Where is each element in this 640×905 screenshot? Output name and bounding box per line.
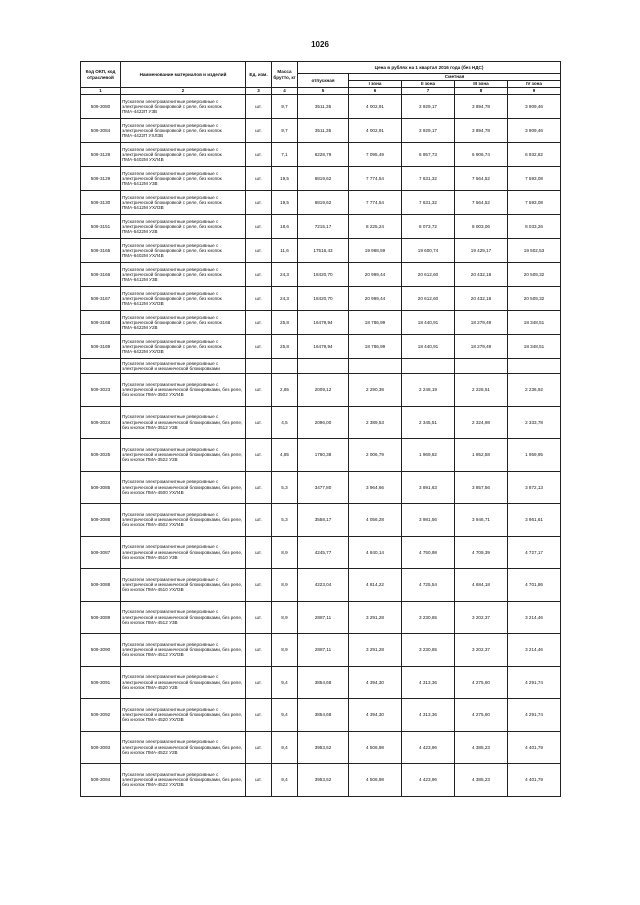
cell-zone-2-price: 3 230,65: [402, 601, 455, 634]
cell-zone-1-price: 4 056,28: [349, 504, 402, 537]
header-release: отпускная: [298, 74, 349, 88]
cell-name: Пускатели электромагнитные реверсивные с электрической и механической блокировками, без реле, без кнопок ПМА-4500 УХЛ4В: [121, 471, 246, 504]
cell-zone-4-price: 4 727,17: [508, 536, 561, 569]
cell-release-price: [298, 359, 349, 374]
cell-code: 509-3084: [81, 119, 121, 143]
cell-name: Пускатели электромагнитные реверсивные с электрической блокировкой с реле, без кнопок ПМА-6402М УХЛ4В: [121, 239, 246, 263]
cell-mass: 11,6: [272, 239, 298, 263]
cell-unit: шт.: [246, 95, 272, 119]
cell-release-price: 3854,68: [298, 699, 349, 732]
table-row: [81, 95, 561, 119]
cell-release-price: 17516,43: [298, 239, 349, 263]
cell-zone-1-price: 4 394,30: [349, 699, 402, 732]
header-price-group: Цена в рублях на 1 квартал 2016 года (без НДС): [298, 62, 561, 74]
cell-release-price: 6819,62: [298, 167, 349, 191]
header-name: Наименование материалов и изделий: [121, 62, 246, 88]
cell-mass: 4,85: [272, 439, 298, 472]
cell-unit: шт.: [246, 143, 272, 167]
header-mass: Масса брутто, кг: [272, 62, 298, 88]
cell-zone-4-price: 20 509,32: [508, 263, 561, 287]
cell-zone-2-price: 4 423,96: [402, 764, 455, 797]
cell-zone-1-price: 7 095,49: [349, 143, 402, 167]
cell-code: 509-3024: [81, 406, 121, 439]
cell-zone-3-price: 2 324,98: [455, 406, 508, 439]
table-row: [81, 699, 561, 732]
table-row: [81, 536, 561, 569]
cell-unit: шт.: [246, 439, 272, 472]
cell-zone-1-price: 19 968,59: [349, 239, 402, 263]
cell-unit: шт.: [246, 374, 272, 407]
cell-zone-3-price: 3 894,78: [455, 95, 508, 119]
cell-zone-1-price: 4 394,30: [349, 666, 402, 699]
header-zone-1: I зона: [349, 81, 402, 88]
cell-zone-4-price: 4 291,74: [508, 666, 561, 699]
cell-zone-2-price: 2 248,19: [402, 374, 455, 407]
cell-unit: [246, 359, 272, 374]
cell-unit: шт.: [246, 215, 272, 239]
cell-unit: шт.: [246, 263, 272, 287]
page-number: 1026: [311, 40, 329, 49]
header-unit: Ед. изм.: [246, 62, 272, 88]
cell-zone-1-price: 4 506,98: [349, 731, 402, 764]
cell-zone-2-price: 2 345,51: [402, 406, 455, 439]
cell-release-price: 2887,11: [298, 634, 349, 667]
cell-code: 509-3168: [81, 311, 121, 335]
cell-mass: 19,5: [272, 191, 298, 215]
cell-zone-2-price: 20 612,60: [402, 287, 455, 311]
cell-zone-4-price: 4 401,79: [508, 731, 561, 764]
cell-zone-1-price: 18 786,99: [349, 335, 402, 359]
table-row: [81, 634, 561, 667]
cell-code: 509-3086: [81, 504, 121, 537]
cell-zone-4-price: [508, 359, 561, 374]
cell-name: Пускатели электромагнитные реверсивные с электрической и механической блокировками, без реле, без кнопок ПМА-3512 У3В: [121, 406, 246, 439]
cell-release-price: 7215,17: [298, 215, 349, 239]
cell-zone-1-price: 7 774,54: [349, 167, 402, 191]
cell-zone-1-price: 4 814,22: [349, 569, 402, 602]
table-row: [81, 504, 561, 537]
cell-zone-2-price: 3 929,17: [402, 119, 455, 143]
cell-code: 509-3025: [81, 439, 121, 472]
cell-mass: 24,3: [272, 263, 298, 287]
cell-mass: 8,9: [272, 601, 298, 634]
cell-unit: шт.: [246, 536, 272, 569]
cell-zone-3-price: 1 952,58: [455, 439, 508, 472]
cell-zone-3-price: 18 279,49: [455, 311, 508, 335]
cell-name: Пускатели электромагнитные реверсивные с электрической и механической блокировками, без реле, без кнопок ПМА-4510 У3В: [121, 536, 246, 569]
cell-zone-3-price: 2 228,51: [455, 374, 508, 407]
cell-release-price: 18420,70: [298, 287, 349, 311]
cell-zone-2-price: 7 631,32: [402, 191, 455, 215]
cell-zone-3-price: 4 684,18: [455, 569, 508, 602]
cell-zone-3-price: 7 564,52: [455, 191, 508, 215]
table-row: [81, 167, 561, 191]
cell-zone-3-price: 6 906,74: [455, 143, 508, 167]
cell-zone-4-price: 18 348,51: [508, 335, 561, 359]
cell-zone-1-price: 2 290,38: [349, 374, 402, 407]
table-row: [81, 764, 561, 797]
cell-zone-2-price: 6 957,73: [402, 143, 455, 167]
cell-zone-2-price: 4 313,36: [402, 699, 455, 732]
cell-zone-4-price: 20 509,32: [508, 287, 561, 311]
cell-code: 509-3023: [81, 374, 121, 407]
cell-zone-2-price: 7 631,32: [402, 167, 455, 191]
cell-release-price: 3511,35: [298, 95, 349, 119]
cell-mass: 9,4: [272, 764, 298, 797]
cell-zone-3-price: 3 857,56: [455, 471, 508, 504]
cell-zone-2-price: 4 313,36: [402, 666, 455, 699]
cell-unit: шт.: [246, 287, 272, 311]
table-row: [81, 311, 561, 335]
cell-release-price: 3854,68: [298, 666, 349, 699]
cell-mass: 5,3: [272, 471, 298, 504]
cell-name: Пускатели электромагнитные реверсивные с электрической блокировкой с реле, без кнопок ПМА-4422П УХЛ3В: [121, 119, 246, 143]
cell-zone-3-price: 4 709,39: [455, 536, 508, 569]
column-number: 7: [402, 88, 455, 95]
cell-release-price: 18420,70: [298, 263, 349, 287]
cell-zone-2-price: 4 423,96: [402, 731, 455, 764]
cell-code: 509-3093: [81, 731, 121, 764]
cell-name: Пускатели электромагнитные реверсивные с электрической блокировкой с реле, без кнопок ПМА-5412М У3В: [121, 167, 246, 191]
table-row: [81, 191, 561, 215]
cell-zone-3-price: 4 275,60: [455, 666, 508, 699]
cell-code: 509-3088: [81, 569, 121, 602]
cell-zone-1-price: [349, 359, 402, 374]
cell-unit: шт.: [246, 335, 272, 359]
cell-zone-2-price: 4 725,54: [402, 569, 455, 602]
table-row: [81, 439, 561, 472]
cell-release-price: 3953,52: [298, 764, 349, 797]
cell-zone-2-price: 4 750,98: [402, 536, 455, 569]
cell-zone-4-price: 6 932,82: [508, 143, 561, 167]
cell-name: Пускатели электромагнитные реверсивные с электрической и механической блокировками, без реле, без кнопок ПМА-4522 У2В: [121, 731, 246, 764]
cell-mass: 9,4: [272, 666, 298, 699]
cell-zone-3-price: 4 275,60: [455, 699, 508, 732]
cell-unit: шт.: [246, 731, 272, 764]
cell-code: 509-3129: [81, 167, 121, 191]
cell-code: 509-3169: [81, 335, 121, 359]
cell-release-price: 3558,17: [298, 504, 349, 537]
header-zone-2: II зона: [402, 81, 455, 88]
cell-unit: шт.: [246, 311, 272, 335]
cell-zone-1-price: 3 291,28: [349, 601, 402, 634]
cell-code: 509-3092: [81, 699, 121, 732]
cell-zone-4-price: 4 701,86: [508, 569, 561, 602]
cell-code: 509-3167: [81, 287, 121, 311]
cell-code: 509-3080: [81, 95, 121, 119]
cell-mass: 5,3: [272, 504, 298, 537]
cell-mass: 9,4: [272, 699, 298, 732]
cell-release-price: 16479,94: [298, 335, 349, 359]
table-row: [81, 601, 561, 634]
cell-zone-2-price: 3 981,56: [402, 504, 455, 537]
cell-zone-3-price: 19 429,17: [455, 239, 508, 263]
section-row: [81, 359, 561, 374]
cell-zone-3-price: 4 385,23: [455, 731, 508, 764]
cell-zone-3-price: [455, 359, 508, 374]
cell-mass: 18,6: [272, 215, 298, 239]
cell-zone-1-price: 3 291,28: [349, 634, 402, 667]
cell-zone-1-price: 20 999,44: [349, 287, 402, 311]
cell-zone-3-price: 20 432,18: [455, 263, 508, 287]
cell-unit: шт.: [246, 666, 272, 699]
cell-mass: [272, 359, 298, 374]
cell-zone-4-price: 18 348,51: [508, 311, 561, 335]
table-row: [81, 471, 561, 504]
cell-name: Пускатели электромагнитные реверсивные с электрической блокировкой с реле, без кнопок ПМА-6422М У2В: [121, 311, 246, 335]
cell-name: Пускатели электромагнитные реверсивные с электрической и механической блокировками: [121, 359, 246, 374]
cell-unit: шт.: [246, 239, 272, 263]
cell-unit: шт.: [246, 601, 272, 634]
cell-release-price: 4223,04: [298, 569, 349, 602]
cell-name: Пускатели электромагнитные реверсивные с электрической блокировкой с реле, без кнопок ПМА-6422М УХЛ3В: [121, 335, 246, 359]
cell-name: Пускатели электромагнитные реверсивные с электрической блокировкой с реле, без кнопок ПМА-5402М УХЛ4В: [121, 143, 246, 167]
cell-zone-4-price: 4 291,74: [508, 699, 561, 732]
cell-zone-4-price: 2 333,78: [508, 406, 561, 439]
table-row: [81, 239, 561, 263]
cell-name: Пускатели электромагнитные реверсивные с электрической и механической блокировками, без реле, без кнопок ПМА-4510 УХЛ3В: [121, 569, 246, 602]
cell-code: 509-3089: [81, 601, 121, 634]
cell-zone-3-price: 3 202,37: [455, 634, 508, 667]
cell-release-price: 3953,52: [298, 731, 349, 764]
cell-zone-4-price: 3 909,46: [508, 95, 561, 119]
cell-name: Пускатели электромагнитные реверсивные с электрической и механической блокировками, без реле, без кнопок ПМА-4512 У3В: [121, 601, 246, 634]
header-estimate: Сметная: [349, 74, 561, 81]
cell-code: 509-3151: [81, 215, 121, 239]
cell-zone-4-price: 8 033,26: [508, 215, 561, 239]
cell-zone-4-price: 3 961,61: [508, 504, 561, 537]
table-row: [81, 666, 561, 699]
column-number: 1: [81, 88, 121, 95]
cell-zone-3-price: 3 946,71: [455, 504, 508, 537]
cell-zone-1-price: 8 225,24: [349, 215, 402, 239]
cell-mass: 9,4: [272, 731, 298, 764]
cell-mass: 7,1: [272, 143, 298, 167]
cell-zone-1-price: 20 999,44: [349, 263, 402, 287]
cell-name: Пускатели электромагнитные реверсивные с электрической и механической блокировками, без реле, без кнопок ПМА-4520 У2В: [121, 666, 246, 699]
table-row: [81, 287, 561, 311]
cell-zone-2-price: [402, 359, 455, 374]
cell-mass: 25,8: [272, 311, 298, 335]
cell-zone-3-price: 20 432,18: [455, 287, 508, 311]
cell-zone-3-price: 3 894,78: [455, 119, 508, 143]
cell-release-price: 2009,12: [298, 374, 349, 407]
column-number: 2: [121, 88, 246, 95]
cell-zone-2-price: 18 440,91: [402, 335, 455, 359]
cell-zone-1-price: 7 774,54: [349, 191, 402, 215]
cell-zone-4-price: 3 214,46: [508, 601, 561, 634]
cell-name: Пускатели электромагнитные реверсивные с электрической блокировкой с реле, без кнопок ПМА-6412М У3В: [121, 263, 246, 287]
cell-zone-3-price: 7 564,52: [455, 167, 508, 191]
cell-zone-1-price: 2 389,53: [349, 406, 402, 439]
cell-zone-1-price: 4 002,91: [349, 119, 402, 143]
cell-unit: шт.: [246, 699, 272, 732]
column-number: 5: [298, 88, 349, 95]
cell-zone-1-price: 4 002,91: [349, 95, 402, 119]
header-zone-4: IV зона: [508, 81, 561, 88]
cell-name: Пускатели электромагнитные реверсивные с электрической и механической блокировками, без реле, без кнопок ПМА-3502 УХЛ4В: [121, 374, 246, 407]
cell-zone-1-price: 4 506,98: [349, 764, 402, 797]
cell-zone-4-price: 3 909,46: [508, 119, 561, 143]
cell-release-price: 16479,94: [298, 311, 349, 335]
cell-release-price: 2096,00: [298, 406, 349, 439]
cell-zone-1-price: 4 840,14: [349, 536, 402, 569]
table-row: [81, 119, 561, 143]
table-row: [81, 263, 561, 287]
cell-code: 509-3085: [81, 471, 121, 504]
column-number: 6: [349, 88, 402, 95]
cell-zone-4-price: 19 502,53: [508, 239, 561, 263]
cell-mass: 9,7: [272, 95, 298, 119]
cell-name: Пускатели электромагнитные реверсивные с электрической и механической блокировками, без реле, без кнопок ПМА-4522 УХЛ3В: [121, 764, 246, 797]
table-row: [81, 335, 561, 359]
column-number: 3: [246, 88, 272, 95]
cell-release-price: 4245,77: [298, 536, 349, 569]
price-table-body: [81, 95, 561, 797]
cell-zone-2-price: 3 891,63: [402, 471, 455, 504]
cell-name: Пускатели электромагнитные реверсивные с электрической и механической блокировками, без реле, без кнопок ПМА-4512 УХЛ3В: [121, 634, 246, 667]
cell-zone-4-price: 2 236,92: [508, 374, 561, 407]
table-row: [81, 731, 561, 764]
cell-zone-2-price: 8 073,72: [402, 215, 455, 239]
cell-release-price: 6819,62: [298, 191, 349, 215]
column-number: 9: [508, 88, 561, 95]
cell-zone-4-price: 7 593,08: [508, 191, 561, 215]
cell-code: 509-3091: [81, 666, 121, 699]
cell-unit: шт.: [246, 504, 272, 537]
table-row: [81, 406, 561, 439]
cell-mass: 8,9: [272, 569, 298, 602]
cell-code: 509-3128: [81, 143, 121, 167]
column-number: 8: [455, 88, 508, 95]
cell-name: Пускатели электромагнитные реверсивные с электрической блокировкой с реле, без кнопок ПМА-6412М УХЛ3В: [121, 287, 246, 311]
cell-unit: шт.: [246, 634, 272, 667]
cell-zone-3-price: 4 385,23: [455, 764, 508, 797]
cell-code: 509-3090: [81, 634, 121, 667]
cell-name: Пускатели электромагнитные реверсивные с электрической блокировкой с реле, без кнопок ПМА-5412М УХЛ3В: [121, 191, 246, 215]
cell-zone-2-price: 1 969,82: [402, 439, 455, 472]
cell-unit: шт.: [246, 406, 272, 439]
cell-unit: шт.: [246, 471, 272, 504]
cell-name: Пускатели электромагнитные реверсивные с электрической блокировкой с реле, без кнопок ПМА-4422П У3В: [121, 95, 246, 119]
cell-zone-2-price: 3 230,65: [402, 634, 455, 667]
cell-code: [81, 359, 121, 374]
cell-mass: 2,65: [272, 374, 298, 407]
table-row: [81, 374, 561, 407]
cell-code: 509-3165: [81, 239, 121, 263]
cell-unit: шт.: [246, 119, 272, 143]
cell-release-price: 6228,79: [298, 143, 349, 167]
header-zone-3: III зона: [455, 81, 508, 88]
column-number: 4: [272, 88, 298, 95]
cell-mass: 24,3: [272, 287, 298, 311]
cell-code: 509-3094: [81, 764, 121, 797]
cell-mass: 4,5: [272, 406, 298, 439]
cell-zone-4-price: 3 872,13: [508, 471, 561, 504]
cell-zone-3-price: 3 202,37: [455, 601, 508, 634]
cell-zone-4-price: 1 959,95: [508, 439, 561, 472]
cell-unit: шт.: [246, 167, 272, 191]
cell-zone-2-price: 20 612,60: [402, 263, 455, 287]
cell-zone-1-price: 3 964,66: [349, 471, 402, 504]
cell-name: Пускатели электромагнитные реверсивные с электрической и механической блокировками, без реле, без кнопок ПМА-4520 УХЛ3В: [121, 699, 246, 732]
table-row: [81, 143, 561, 167]
cell-zone-4-price: 3 214,46: [508, 634, 561, 667]
cell-zone-4-price: 7 593,08: [508, 167, 561, 191]
cell-code: 509-3166: [81, 263, 121, 287]
cell-unit: шт.: [246, 191, 272, 215]
cell-mass: 25,8: [272, 335, 298, 359]
cell-name: Пускатели электромагнитные реверсивные с электрической и механической блокировками, без реле, без кнопок ПМА-4502 УХЛ4В: [121, 504, 246, 537]
cell-code: 509-3130: [81, 191, 121, 215]
cell-release-price: 3477,80: [298, 471, 349, 504]
cell-unit: шт.: [246, 569, 272, 602]
cell-unit: шт.: [246, 764, 272, 797]
cell-mass: 9,7: [272, 119, 298, 143]
table-row: [81, 569, 561, 602]
cell-zone-2-price: 19 600,74: [402, 239, 455, 263]
cell-mass: 19,5: [272, 167, 298, 191]
header-code: Код ОКП, код отраслевой: [81, 62, 121, 88]
cell-release-price: 2887,11: [298, 601, 349, 634]
cell-mass: 8,9: [272, 536, 298, 569]
price-table: [80, 61, 561, 797]
cell-zone-3-price: 18 279,49: [455, 335, 508, 359]
cell-zone-2-price: 18 440,91: [402, 311, 455, 335]
cell-mass: 8,9: [272, 634, 298, 667]
cell-zone-3-price: 8 003,06: [455, 215, 508, 239]
cell-zone-2-price: 3 929,17: [402, 95, 455, 119]
cell-name: Пускатели электромагнитные реверсивные с электрической блокировкой с реле, без кнопок ПМА-5422М У2В: [121, 215, 246, 239]
cell-release-price: 3511,35: [298, 119, 349, 143]
table-row: [81, 215, 561, 239]
cell-code: 509-3087: [81, 536, 121, 569]
cell-release-price: 1760,38: [298, 439, 349, 472]
cell-zone-4-price: 4 401,79: [508, 764, 561, 797]
cell-name: Пускатели электромагнитные реверсивные с электрической и механической блокировками, без реле, без кнопок ПМА-3522 У2В: [121, 439, 246, 472]
cell-zone-1-price: 18 786,99: [349, 311, 402, 335]
cell-zone-1-price: 2 006,79: [349, 439, 402, 472]
